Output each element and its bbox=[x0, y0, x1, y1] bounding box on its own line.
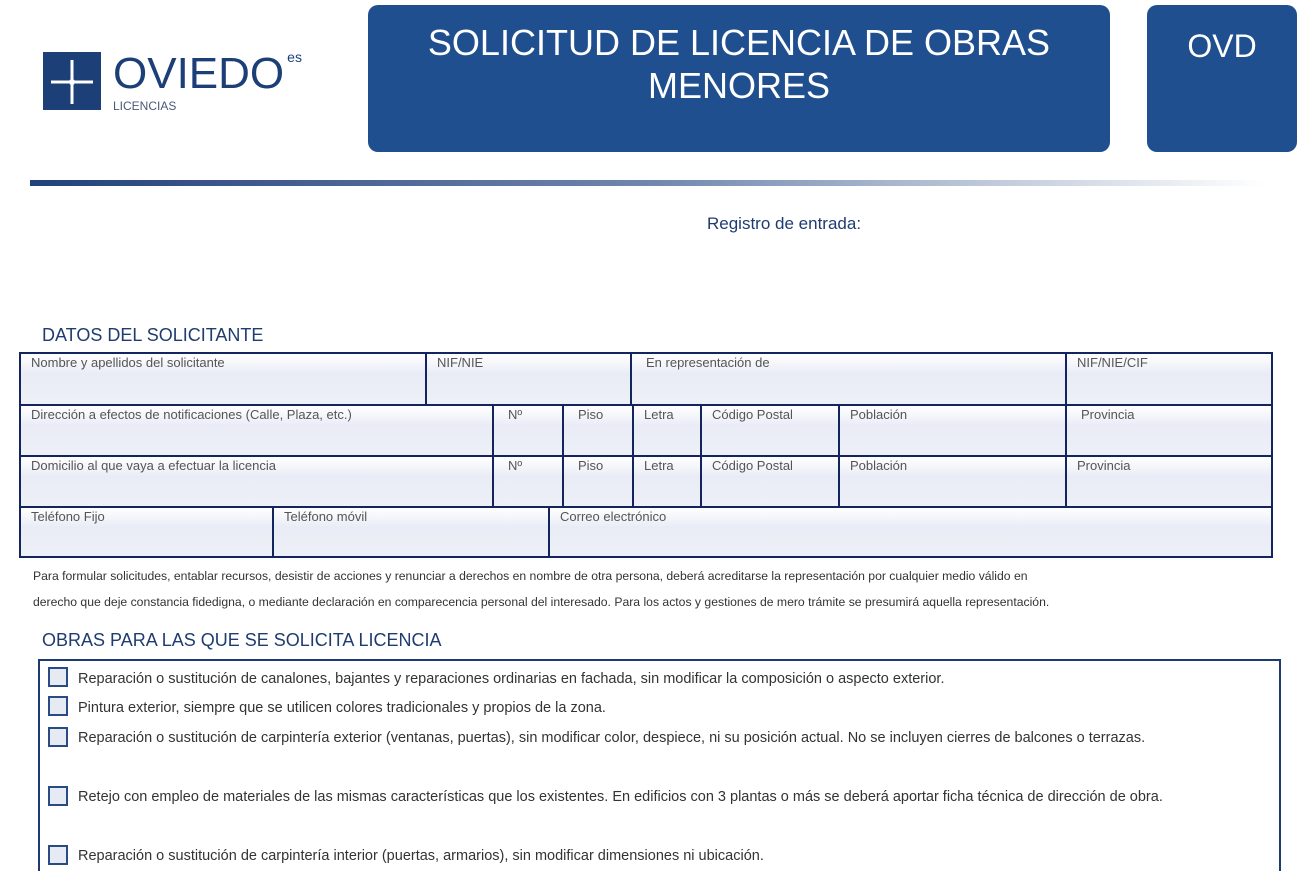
field-codigo-postal[interactable]: Código Postal bbox=[700, 404, 840, 457]
field-representacion[interactable]: En representación de bbox=[630, 352, 1067, 406]
section-title-solicitante: DATOS DEL SOLICITANTE bbox=[42, 325, 264, 345]
title-line-1: SOLICITUD DE LICENCIA DE OBRAS bbox=[427, 22, 1051, 63]
divider bbox=[30, 180, 1265, 186]
field-domicilio-obra[interactable]: Domicilio al que vaya a efectuar la licencia bbox=[19, 455, 494, 508]
logo-suffix: es bbox=[287, 49, 302, 65]
field-correo[interactable]: Correo electrónico bbox=[548, 506, 1273, 558]
cross-emblem-icon bbox=[43, 52, 101, 110]
field-provincia[interactable]: Provincia bbox=[1065, 404, 1273, 457]
field-provincia-obra[interactable]: Provincia bbox=[1065, 455, 1273, 508]
field-nif[interactable]: NIF/NIE bbox=[425, 352, 632, 406]
checkbox-carpinteria-interior[interactable] bbox=[48, 845, 68, 865]
field-poblacion-obra[interactable]: Población bbox=[838, 455, 1067, 508]
obra-item: Reparación o sustitución de carpintería interior (puertas, armarios), sin modificar dimensiones ni ubicación. bbox=[78, 848, 764, 864]
representation-note-1: Para formular solicitudes, entablar recursos, desistir de acciones y renunciar a derechos en nombre de otra persona, deberá acreditarse la representación por cualquier medio válido en bbox=[33, 569, 1028, 583]
checkbox-pintura[interactable] bbox=[48, 696, 68, 716]
field-piso-obra[interactable]: Piso bbox=[562, 455, 634, 508]
field-piso[interactable]: Piso bbox=[562, 404, 634, 457]
section-title-obras: OBRAS PARA LAS QUE SE SOLICITA LICENCIA bbox=[42, 630, 442, 650]
field-direccion[interactable]: Dirección a efectos de notificaciones (Calle, Plaza, etc.) bbox=[19, 404, 494, 457]
representation-note-2: derecho que deje constancia fidedigna, o mediante declaración en comparecencia personal del interesado. Para los actos y gestiones de mero trámite se presumirá aquella representación. bbox=[33, 595, 1050, 609]
field-numero-obra[interactable]: Nº bbox=[492, 455, 564, 508]
field-letra[interactable]: Letra bbox=[632, 404, 702, 457]
title-line-2: MENORES bbox=[647, 65, 831, 106]
field-nombre[interactable]: Nombre y apellidos del solicitante bbox=[19, 352, 427, 406]
field-poblacion[interactable]: Población bbox=[838, 404, 1067, 457]
checkbox-retejo[interactable] bbox=[48, 786, 68, 806]
field-telefono-movil[interactable]: Teléfono móvil bbox=[272, 506, 550, 558]
logo-text: OVIEDO bbox=[113, 49, 285, 98]
field-numero[interactable]: Nº bbox=[492, 404, 564, 457]
obra-item: Reparación o sustitución de canalones, bajantes y reparaciones ordinarias en fachada, sin modificar la composición o aspecto exterior. bbox=[78, 671, 945, 687]
field-codigo-postal-obra[interactable]: Código Postal bbox=[700, 455, 840, 508]
registro-label: Registro de entrada: bbox=[707, 214, 862, 233]
field-letra-obra[interactable]: Letra bbox=[632, 455, 702, 508]
form-code: OVD bbox=[1147, 5, 1297, 152]
oviedo-logo bbox=[43, 49, 343, 116]
logo-wordmark bbox=[113, 49, 302, 98]
checkbox-carpinteria-exterior[interactable] bbox=[48, 727, 68, 747]
field-telefono-fijo[interactable]: Teléfono Fijo bbox=[19, 506, 274, 558]
obra-item: Retejo con empleo de materiales de las mismas características que los existentes. En edificios con 3 plantas o más se deberá aportar ficha técnica de dirección de obra. bbox=[78, 789, 1163, 805]
field-nif-cif[interactable]: NIF/NIE/CIF bbox=[1065, 352, 1273, 406]
obra-item: Reparación o sustitución de carpintería exterior (ventanas, puertas), sin modificar color, despiece, ni su posición actual. No se incluyen cierres de balcones o terrazas. bbox=[78, 730, 1146, 746]
form-title bbox=[368, 5, 1110, 152]
obra-item: Pintura exterior, siempre que se utilicen colores tradicionales y propios de la zona. bbox=[78, 700, 606, 716]
logo-subtitle: LICENCIAS bbox=[113, 99, 177, 113]
checkbox-canalones[interactable] bbox=[48, 667, 68, 687]
